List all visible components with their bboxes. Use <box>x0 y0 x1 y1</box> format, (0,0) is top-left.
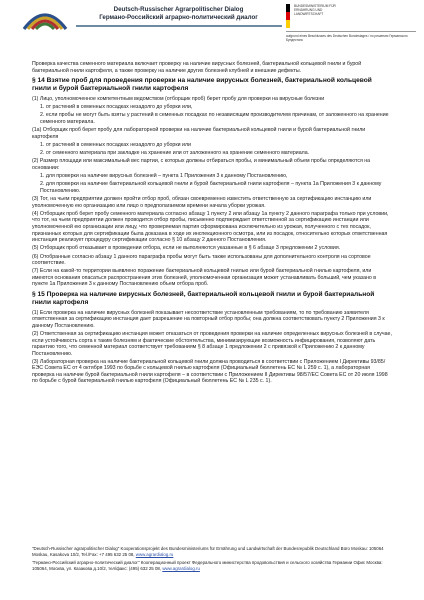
list-item: 1. от растений в семенных посадках незадолго до уборки или <box>40 141 191 148</box>
paragraph: (6) Отобранные согласно абзацу 1 данного параграфа пробы могут быть также использованы для дополнительного контроля на сортовое соответствие. <box>32 253 371 267</box>
footer-de-link[interactable]: www.agrardialog.ru <box>135 551 174 557</box>
list-item: 2. если пробы не могут быть взяты у растений в семенных посадках по независящим производителем причинам, от заложенного на хранение семенного материала. <box>40 112 389 125</box>
paragraph: (3) Тот, на чьем предприятии должен пройти отбор проб, обязан своевременно известить ответственную за сертификацию инстанцию или уполномоченную ею организацию или лицо о предполагаемом времени начала уборки урожая. <box>32 196 372 209</box>
paragraph: (1) Лицо, уполномоченное компетентным ведомством (отборщик проб) берет пробу для проверки на вирусные болезни <box>32 95 325 102</box>
dialog-logo-icon <box>22 3 68 31</box>
section-heading: § 15 Проверка на наличие вирусных болезней, бактериальной кольцевой гнили и бурой бактериальной гнили картофеля <box>32 290 375 307</box>
ministry-divider <box>286 31 416 32</box>
paragraph: (2) Ответственная за сертификацию инстанция может отказаться от проведения проверки на наличие определенных вирусных болезней в случае, если устойчивость сорта к таким болезням и фактические обстоятельства, минимизирующие возможность инфицирования, позволяют дать гарантию того, что семенной материал соответствует требованиям § 8 абзаце 1 предложении 2 с привязкой к Приложению 2 к данному Постановлению. <box>32 330 392 357</box>
section-heading: § 14 Взятие проб для проведения проверки на наличие вирусных болезней, бактериальной кольцевой гнили и бурой бактериальной гнили картофеля <box>32 77 372 93</box>
paragraph: (1а) Отборщик проб берет пробу для лабораторной проверки на наличие бактериальной кольцевой гнили и бурой бактериальной гнили картофеля <box>32 127 366 140</box>
footer-ru-text: "Германо-Российский аграрно-политический диалог" Кооперационный проект Федерального министерства продовольствия и сельского хозяйства Германии Офис Москва: 105064, Москва, ул. Казакова д.10/2, тел/факс: (495) 632 25 08, <box>32 560 383 571</box>
footer-de-text: "Deutsch-Russischer agrarpolitischer Dialog" Kooperationsprojekt des Bundesministeriums für Ernährung und Landwirtschaft der Bundesrepublik Deutschland Büro Moskau: 105064 Moskau, Kasakova 10/2, Tel./Fax: +7 495 632 25 08, <box>32 546 384 557</box>
header-divider <box>76 25 282 27</box>
paragraph: (7) Если на какой-то территории выявлено поражение бактериальной кольцевой гнилью или бурой бактериальной гнилью картофеля, или имеются основания опасаться распространения этих болезней, уполномоченная организация может устанавливать больший, чем указано в пункте 1а Приложения 3 к данному Постановлению объем отбора проб. <box>32 268 377 288</box>
footer-de <box>32 546 392 557</box>
ministry-subtitle: aufgrund eines Beschlusses des Deutschen Bundestages / по решению Германского Бундестага <box>286 34 408 43</box>
ministry-logo <box>286 2 416 54</box>
list-item: 1. от растений в семенных посадках незадолго до уборки или, <box>40 104 193 111</box>
german-flag-icon <box>286 4 290 28</box>
header-title <box>76 6 281 22</box>
paragraph: (3) Лабораторная проверка на наличие бактериальной кольцевой гнили должна проводиться в соответствии с Приложением I Директивы 93/85/ЕЭС Совета ЕС от 4 октября 1993 по борьбе с кольцевой гнилью картофеля (Официальный бюллетень ЕС № L 259 с. 1), а лабораторная проверка на наличие бурой бактериальной гнили картофеля – в соответствии с Приложением II Директивы 98/57/ЕС Совета ЕС от 20 июля 1998 по борьбе с бурой бактериальной гнилью картофеля (Официальный бюллетень ЕС № L 235 с. 1). <box>32 358 388 385</box>
paragraph: Проверка качества семенного материала включает проверку на наличие вирусных болезней, бактериальной кольцевой гнили и бурой бактериальной гнили картофеля, а также проверку на наличие других болезней клубней и внешние дефекты. <box>32 61 362 74</box>
header-title-de: Deutsch-Russischer Agrarpolitischer Dialog <box>113 6 244 13</box>
footer-ru-link[interactable]: www.agrardialog.ru <box>162 565 200 571</box>
document-body <box>32 61 392 387</box>
list-item: 1. для проверки на наличие вирусных болезней – пункта 1 Приложения 3 к данному Постановлению, <box>40 173 288 180</box>
paragraph: (1) Если проверка на наличие вирусных болезней показывает несоответствие установленным требованиям, то по требованию заявителя ответственная за сертификацию инстанция дает разрешение на повторный отбор пробы; она должна соответствовать пункту 2 Приложения 3 к данному Постановлению. <box>32 309 385 329</box>
header-title-ru: Германо-Российский аграрно-политический диалог <box>99 14 258 21</box>
footer-ru <box>32 560 392 571</box>
paragraph: (4) Отборщик проб берет пробу семенного материала согласно абзацу 1 пункту 2 или абзацу 1а пункту 2 данного параграфа только при условии, что тот, на чьем предприятии должен проводится отбор пробы, письменно подтверждает ответственной за сертификацию инстанции или уполномоченной ею организации или лицу, что проверяемая партия сформирована исключительно из урожая, полученного с тех посадок, признанных которых для сертификации была доказана в ходе их инспекционного осмотра, или из посадок, относительно которых ответственная инстанция реализует процедуру сертификации согласно § 10 абзацу 2 данного Постановления. <box>32 210 389 244</box>
paragraph: (2) Размер площади или максимальный вес партии, с которых должны отбираться пробы, и минимальный объем пробы определяются на основании: <box>32 158 371 171</box>
paragraph: (5) Отборщик проб отказывает в проведении отбора, если не выполняются указанные в § 6 абзаце 3 предложении 2 условия. <box>32 245 341 252</box>
page-footer <box>32 546 392 574</box>
list-item: 2. для проверки на наличие бактериальной кольцевой гнили и бурой бактериальной гнили картофеля – пункта 1а Приложения 3 к данному Постановлению. <box>40 181 382 194</box>
ministry-name: BUNDESMINISTERIUM FÜR ERNÄHRUNG UND LANDWIRTSCHAFT <box>294 4 336 17</box>
list-item: 2. от семенного материала при закладке на хранение или от заложенного на хранение семенного материала. <box>40 150 310 157</box>
